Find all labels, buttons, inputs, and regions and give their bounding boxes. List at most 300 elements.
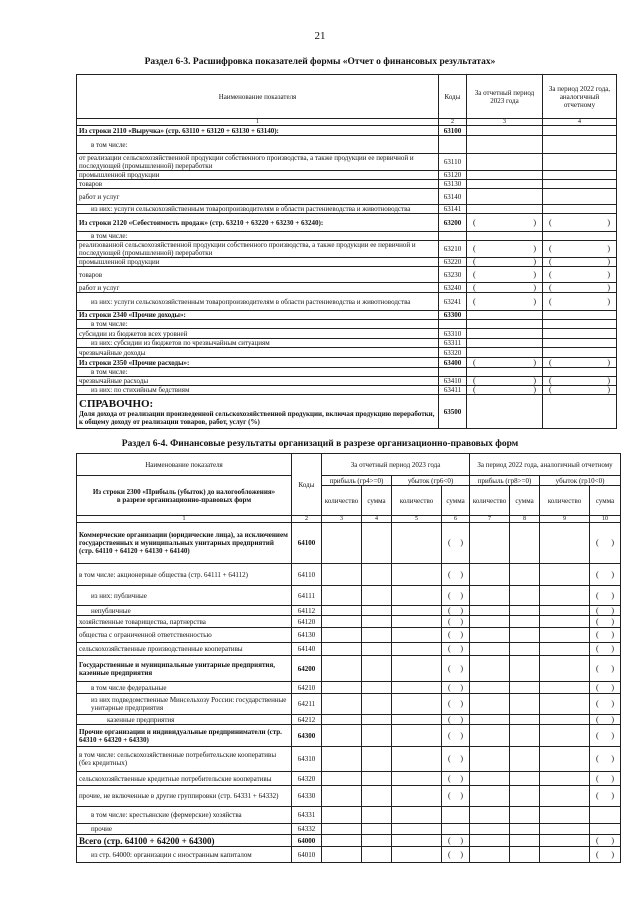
- value-cell[interactable]: [442, 628, 470, 643]
- value-cell[interactable]: [467, 126, 543, 136]
- table-row: [77, 656, 621, 682]
- value-cell[interactable]: [442, 694, 470, 715]
- value-cell[interactable]: [590, 564, 621, 586]
- value-cell[interactable]: [510, 807, 540, 824]
- value-cell[interactable]: [392, 586, 442, 606]
- value-cell[interactable]: [470, 772, 510, 786]
- open-paren: (: [448, 699, 451, 708]
- close-paren: ): [611, 569, 615, 579]
- value-cell[interactable]: [543, 136, 617, 154]
- open-paren: (: [596, 835, 599, 845]
- table-section-6-4: [76, 453, 621, 863]
- value-cell[interactable]: [470, 824, 510, 835]
- open-paren: (: [596, 663, 599, 673]
- close-paren: ): [611, 835, 615, 845]
- value-cell[interactable]: [322, 715, 362, 725]
- value-cell[interactable]: [590, 847, 621, 863]
- value-cell[interactable]: [392, 656, 442, 682]
- value-cell[interactable]: [540, 616, 590, 628]
- header-sum: сумма: [362, 486, 392, 516]
- value-cell[interactable]: [470, 586, 510, 606]
- value-cell[interactable]: [392, 772, 442, 786]
- value-cell[interactable]: [510, 523, 540, 564]
- table-row: [77, 171, 617, 180]
- value-cell[interactable]: [510, 606, 540, 616]
- value-cell[interactable]: [540, 786, 590, 807]
- table-row: [77, 293, 617, 311]
- value-cell[interactable]: [510, 847, 540, 863]
- value-cell[interactable]: [470, 715, 510, 725]
- value-cell[interactable]: [590, 747, 621, 772]
- header-loss-current: убыток (гр6<0): [392, 476, 470, 486]
- value-cell[interactable]: [510, 682, 540, 694]
- value-cell[interactable]: [362, 807, 392, 824]
- value-cell[interactable]: [442, 725, 470, 747]
- value-cell[interactable]: [590, 786, 621, 807]
- open-paren: (: [473, 257, 476, 266]
- value-cell[interactable]: [540, 682, 590, 694]
- value-cell[interactable]: [543, 171, 617, 180]
- value-cell[interactable]: [543, 348, 617, 358]
- value-cell[interactable]: [442, 835, 470, 847]
- value-cell[interactable]: [510, 643, 540, 656]
- value-cell[interactable]: [540, 725, 590, 747]
- table-row: [77, 320, 617, 329]
- value-cell[interactable]: [467, 311, 543, 320]
- value-cell[interactable]: [392, 835, 442, 847]
- close-paren: ): [460, 714, 464, 724]
- value-cell[interactable]: [543, 283, 617, 293]
- open-paren: (: [473, 282, 476, 292]
- row-code: 64330: [292, 786, 322, 807]
- value-cell[interactable]: [442, 807, 470, 824]
- value-cell[interactable]: [540, 807, 590, 824]
- value-cell[interactable]: [392, 747, 442, 772]
- value-cell[interactable]: [322, 807, 362, 824]
- value-cell[interactable]: [543, 267, 617, 283]
- value-cell[interactable]: [543, 258, 617, 267]
- row-label: в том числе: крестьянские (фермерские) хозяйства: [77, 807, 292, 824]
- value-cell[interactable]: [543, 368, 617, 377]
- value-cell[interactable]: [543, 126, 617, 136]
- value-cell[interactable]: [392, 523, 442, 564]
- value-cell[interactable]: [510, 656, 540, 682]
- value-cell[interactable]: [590, 643, 621, 656]
- value-cell[interactable]: [470, 835, 510, 847]
- value-cell[interactable]: [392, 694, 442, 715]
- value-cell[interactable]: [362, 628, 392, 643]
- value-cell[interactable]: [392, 725, 442, 747]
- value-cell[interactable]: [392, 606, 442, 616]
- table-row: [77, 180, 617, 189]
- value-cell[interactable]: [362, 847, 392, 863]
- value-cell[interactable]: [442, 824, 470, 835]
- value-cell[interactable]: [543, 395, 617, 429]
- table-row: [77, 715, 621, 725]
- row-label: казенные предприятия: [77, 715, 292, 725]
- value-cell[interactable]: [543, 293, 617, 311]
- value-cell[interactable]: [510, 725, 540, 747]
- value-cell[interactable]: [590, 586, 621, 606]
- value-cell[interactable]: [467, 189, 543, 205]
- value-cell[interactable]: [540, 772, 590, 786]
- table-row: [77, 377, 617, 386]
- close-paren: ): [460, 663, 464, 673]
- column-number: 1: [77, 516, 292, 523]
- open-paren: (: [448, 590, 451, 600]
- table-row: [77, 628, 621, 643]
- value-cell[interactable]: [543, 205, 617, 214]
- value-cell[interactable]: [543, 377, 617, 386]
- open-paren: (: [448, 538, 451, 547]
- value-cell[interactable]: [543, 386, 617, 395]
- value-cell[interactable]: [362, 586, 392, 606]
- value-cell[interactable]: [392, 715, 442, 725]
- row-label: в том числе: акционерные общества (стр. 64111 + 64112): [77, 564, 292, 586]
- value-cell[interactable]: [322, 523, 362, 564]
- value-cell[interactable]: [467, 232, 543, 241]
- value-cell[interactable]: [362, 606, 392, 616]
- value-cell[interactable]: [590, 725, 621, 747]
- row-label: Из строки 2350 «Прочие расходы»:: [77, 358, 439, 368]
- value-cell[interactable]: [362, 786, 392, 807]
- value-cell[interactable]: [467, 386, 543, 395]
- value-cell[interactable]: [590, 807, 621, 824]
- value-cell[interactable]: [540, 586, 590, 606]
- open-paren: (: [596, 754, 599, 763]
- column-number: 4: [362, 516, 392, 523]
- value-cell[interactable]: [543, 241, 617, 258]
- value-cell[interactable]: [470, 786, 510, 807]
- value-cell[interactable]: [322, 616, 362, 628]
- value-cell[interactable]: [590, 628, 621, 643]
- open-paren: (: [549, 257, 552, 266]
- close-paren: ): [460, 538, 464, 547]
- value-cell[interactable]: [362, 564, 392, 586]
- column-number: 10: [590, 516, 621, 523]
- row-code: 63411: [439, 386, 467, 395]
- row-label: прочие: [77, 824, 292, 835]
- table-row: [77, 523, 621, 564]
- value-cell[interactable]: [467, 329, 543, 339]
- value-cell[interactable]: [543, 154, 617, 171]
- open-paren: (: [596, 538, 599, 547]
- row-label: сельскохозяйственные производственные кооперативы: [77, 643, 292, 656]
- value-cell[interactable]: [362, 747, 392, 772]
- value-cell[interactable]: [470, 643, 510, 656]
- value-cell[interactable]: [362, 656, 392, 682]
- value-cell[interactable]: [322, 656, 362, 682]
- row-label: Государственные и муниципальные унитарные предприятия, казенные предприятия: [77, 656, 292, 682]
- value-cell[interactable]: [470, 564, 510, 586]
- value-cell[interactable]: [590, 616, 621, 628]
- value-cell[interactable]: [392, 628, 442, 643]
- value-cell[interactable]: [540, 715, 590, 725]
- value-cell[interactable]: [540, 847, 590, 863]
- value-cell[interactable]: [590, 523, 621, 564]
- value-cell[interactable]: [467, 171, 543, 180]
- value-cell[interactable]: [362, 824, 392, 835]
- value-cell[interactable]: [543, 232, 617, 241]
- value-cell[interactable]: [442, 606, 470, 616]
- value-cell[interactable]: [322, 606, 362, 616]
- value-cell[interactable]: [392, 564, 442, 586]
- row-label: из них: субсидии из бюджетов по чрезвычайным ситуациям: [77, 339, 439, 348]
- value-cell[interactable]: [510, 715, 540, 725]
- close-paren: ): [533, 269, 536, 279]
- value-cell[interactable]: [470, 606, 510, 616]
- row-code: 63320: [439, 348, 467, 358]
- close-paren: ): [460, 605, 464, 615]
- value-cell[interactable]: [540, 835, 590, 847]
- value-cell[interactable]: [467, 241, 543, 258]
- value-cell[interactable]: [322, 747, 362, 772]
- open-paren: (: [448, 730, 451, 740]
- value-cell[interactable]: [543, 320, 617, 329]
- value-cell[interactable]: [540, 523, 590, 564]
- value-cell[interactable]: [543, 180, 617, 189]
- value-cell[interactable]: [442, 682, 470, 694]
- value-cell[interactable]: [442, 747, 470, 772]
- open-paren: (: [549, 385, 552, 394]
- value-cell[interactable]: [322, 725, 362, 747]
- value-cell[interactable]: [590, 682, 621, 694]
- value-cell[interactable]: [540, 747, 590, 772]
- value-cell[interactable]: [322, 847, 362, 863]
- value-cell[interactable]: [590, 715, 621, 725]
- value-cell[interactable]: [540, 643, 590, 656]
- value-cell[interactable]: [322, 564, 362, 586]
- row-label: из них: публичные: [77, 586, 292, 606]
- row-label: Всего (стр. 64100 + 64200 + 64300): [77, 835, 292, 847]
- value-cell[interactable]: [467, 214, 543, 232]
- row-code: 63241: [439, 293, 467, 311]
- table-row: [77, 241, 617, 258]
- value-cell[interactable]: [510, 628, 540, 643]
- header-sum: сумма: [590, 486, 621, 516]
- value-cell[interactable]: [442, 616, 470, 628]
- column-number: 2: [439, 119, 467, 126]
- row-label: работ и услуг: [77, 189, 439, 205]
- row-code: 63210: [439, 241, 467, 258]
- value-cell[interactable]: [510, 747, 540, 772]
- value-cell[interactable]: [467, 180, 543, 189]
- value-cell[interactable]: [470, 694, 510, 715]
- value-cell[interactable]: [442, 772, 470, 786]
- value-cell[interactable]: [470, 616, 510, 628]
- value-cell[interactable]: [540, 694, 590, 715]
- value-cell[interactable]: [467, 348, 543, 358]
- column-number: 5: [392, 516, 442, 523]
- open-paren: (: [596, 849, 599, 859]
- header-codes: Коды: [439, 75, 467, 119]
- table-row: [77, 643, 621, 656]
- value-cell[interactable]: [442, 523, 470, 564]
- value-cell[interactable]: [543, 339, 617, 348]
- row-code: 63120: [439, 171, 467, 180]
- value-cell[interactable]: [510, 772, 540, 786]
- value-cell[interactable]: [322, 824, 362, 835]
- value-cell[interactable]: [540, 628, 590, 643]
- table-row: [77, 154, 617, 171]
- row-code: 64212: [292, 715, 322, 725]
- value-cell[interactable]: [467, 377, 543, 386]
- close-paren: ): [611, 590, 615, 600]
- value-cell[interactable]: [442, 586, 470, 606]
- value-cell[interactable]: [540, 824, 590, 835]
- value-cell[interactable]: [442, 847, 470, 863]
- value-cell[interactable]: [470, 725, 510, 747]
- value-cell[interactable]: [540, 564, 590, 586]
- header-current: За отчетный период 2023 года: [322, 454, 470, 476]
- value-cell[interactable]: [467, 205, 543, 214]
- value-cell[interactable]: [392, 807, 442, 824]
- close-paren: ): [533, 296, 536, 306]
- value-cell[interactable]: [322, 628, 362, 643]
- close-paren: ): [611, 754, 615, 763]
- value-cell[interactable]: [392, 824, 442, 835]
- value-cell[interactable]: [543, 358, 617, 368]
- row-code: 63300: [439, 311, 467, 320]
- open-paren: (: [448, 773, 451, 783]
- value-cell[interactable]: [543, 329, 617, 339]
- close-paren: ): [611, 644, 615, 653]
- value-cell[interactable]: [392, 682, 442, 694]
- header-current: За отчетный период 2023 года: [467, 75, 543, 119]
- row-label: товаров: [77, 267, 439, 283]
- value-cell[interactable]: [392, 847, 442, 863]
- open-paren: (: [448, 754, 451, 763]
- value-cell[interactable]: [590, 606, 621, 616]
- open-paren: (: [549, 296, 552, 306]
- column-number: 3: [322, 516, 362, 523]
- table-row: [77, 136, 617, 154]
- value-cell[interactable]: [322, 682, 362, 694]
- row-code: 63400: [439, 358, 467, 368]
- value-cell[interactable]: [467, 339, 543, 348]
- value-cell[interactable]: [442, 715, 470, 725]
- value-cell[interactable]: [467, 320, 543, 329]
- row-label: хозяйственные товарищества, партнерства: [77, 616, 292, 628]
- value-cell[interactable]: [510, 824, 540, 835]
- value-cell[interactable]: [467, 258, 543, 267]
- value-cell[interactable]: [467, 368, 543, 377]
- value-cell[interactable]: [470, 682, 510, 694]
- value-cell[interactable]: [322, 694, 362, 715]
- row-code: 64111: [292, 586, 322, 606]
- value-cell[interactable]: [510, 616, 540, 628]
- value-cell[interactable]: [590, 772, 621, 786]
- value-cell[interactable]: [510, 586, 540, 606]
- value-cell[interactable]: [467, 154, 543, 171]
- open-paren: (: [596, 616, 599, 626]
- table-row: [77, 847, 621, 863]
- table-row: [77, 126, 617, 136]
- value-cell[interactable]: [510, 564, 540, 586]
- value-cell[interactable]: [392, 786, 442, 807]
- value-cell[interactable]: [540, 606, 590, 616]
- close-paren: ): [611, 663, 615, 673]
- value-cell[interactable]: [543, 214, 617, 232]
- value-cell[interactable]: [510, 694, 540, 715]
- header-codes: Коды: [292, 454, 322, 516]
- value-cell[interactable]: [470, 628, 510, 643]
- value-cell[interactable]: [322, 586, 362, 606]
- value-cell[interactable]: [590, 835, 621, 847]
- value-cell[interactable]: [322, 835, 362, 847]
- value-cell[interactable]: [467, 136, 543, 154]
- value-cell[interactable]: [467, 283, 543, 293]
- value-cell[interactable]: [442, 786, 470, 807]
- value-cell[interactable]: [322, 786, 362, 807]
- value-cell[interactable]: [442, 564, 470, 586]
- value-cell[interactable]: [510, 786, 540, 807]
- value-cell[interactable]: [467, 358, 543, 368]
- value-cell[interactable]: [392, 643, 442, 656]
- value-cell[interactable]: [362, 835, 392, 847]
- value-cell[interactable]: [322, 772, 362, 786]
- value-cell[interactable]: [442, 643, 470, 656]
- row-label: из них: услуги сельскохозяйственным товаропроизводителям в области растениеводства и животноводства: [77, 293, 439, 311]
- close-paren: ): [460, 835, 464, 845]
- open-paren: (: [448, 714, 451, 724]
- row-code: 64100: [292, 523, 322, 564]
- value-cell[interactable]: [362, 715, 392, 725]
- value-cell[interactable]: [362, 772, 392, 786]
- header-qty: количество: [392, 486, 442, 516]
- value-cell[interactable]: [510, 835, 540, 847]
- close-paren: ): [533, 244, 536, 253]
- value-cell[interactable]: [540, 656, 590, 682]
- value-cell[interactable]: [470, 523, 510, 564]
- header-qty: количество: [540, 486, 590, 516]
- value-cell[interactable]: [590, 694, 621, 715]
- table-row: [77, 747, 621, 772]
- value-cell[interactable]: [590, 656, 621, 682]
- value-cell[interactable]: [392, 616, 442, 628]
- row-code: 64331: [292, 807, 322, 824]
- row-label: из них: по стихийным бедствиям: [77, 386, 439, 395]
- header-profit-current: прибыль (гр4>=0): [322, 476, 392, 486]
- row-label: работ и услуг: [77, 283, 439, 293]
- value-cell[interactable]: [362, 725, 392, 747]
- value-cell[interactable]: [362, 694, 392, 715]
- header-qty: количество: [470, 486, 510, 516]
- value-cell[interactable]: [467, 395, 543, 429]
- value-cell[interactable]: [543, 311, 617, 320]
- close-paren: ): [533, 376, 536, 385]
- row-code: 63110: [439, 154, 467, 171]
- value-cell[interactable]: [470, 847, 510, 863]
- value-cell[interactable]: [362, 523, 392, 564]
- value-cell[interactable]: [362, 616, 392, 628]
- value-cell[interactable]: [590, 824, 621, 835]
- value-cell[interactable]: [362, 643, 392, 656]
- column-number: 1: [77, 119, 439, 126]
- value-cell[interactable]: [362, 682, 392, 694]
- value-cell[interactable]: [543, 189, 617, 205]
- value-cell[interactable]: [467, 293, 543, 311]
- close-paren: ): [611, 682, 615, 692]
- value-cell[interactable]: [470, 656, 510, 682]
- row-label: сельскохозяйственные кредитные потребительские кооперативы: [77, 772, 292, 786]
- value-cell[interactable]: [470, 807, 510, 824]
- value-cell[interactable]: [467, 267, 543, 283]
- value-cell[interactable]: [322, 643, 362, 656]
- table-row: [77, 189, 617, 205]
- value-cell[interactable]: [442, 656, 470, 682]
- value-cell[interactable]: [470, 747, 510, 772]
